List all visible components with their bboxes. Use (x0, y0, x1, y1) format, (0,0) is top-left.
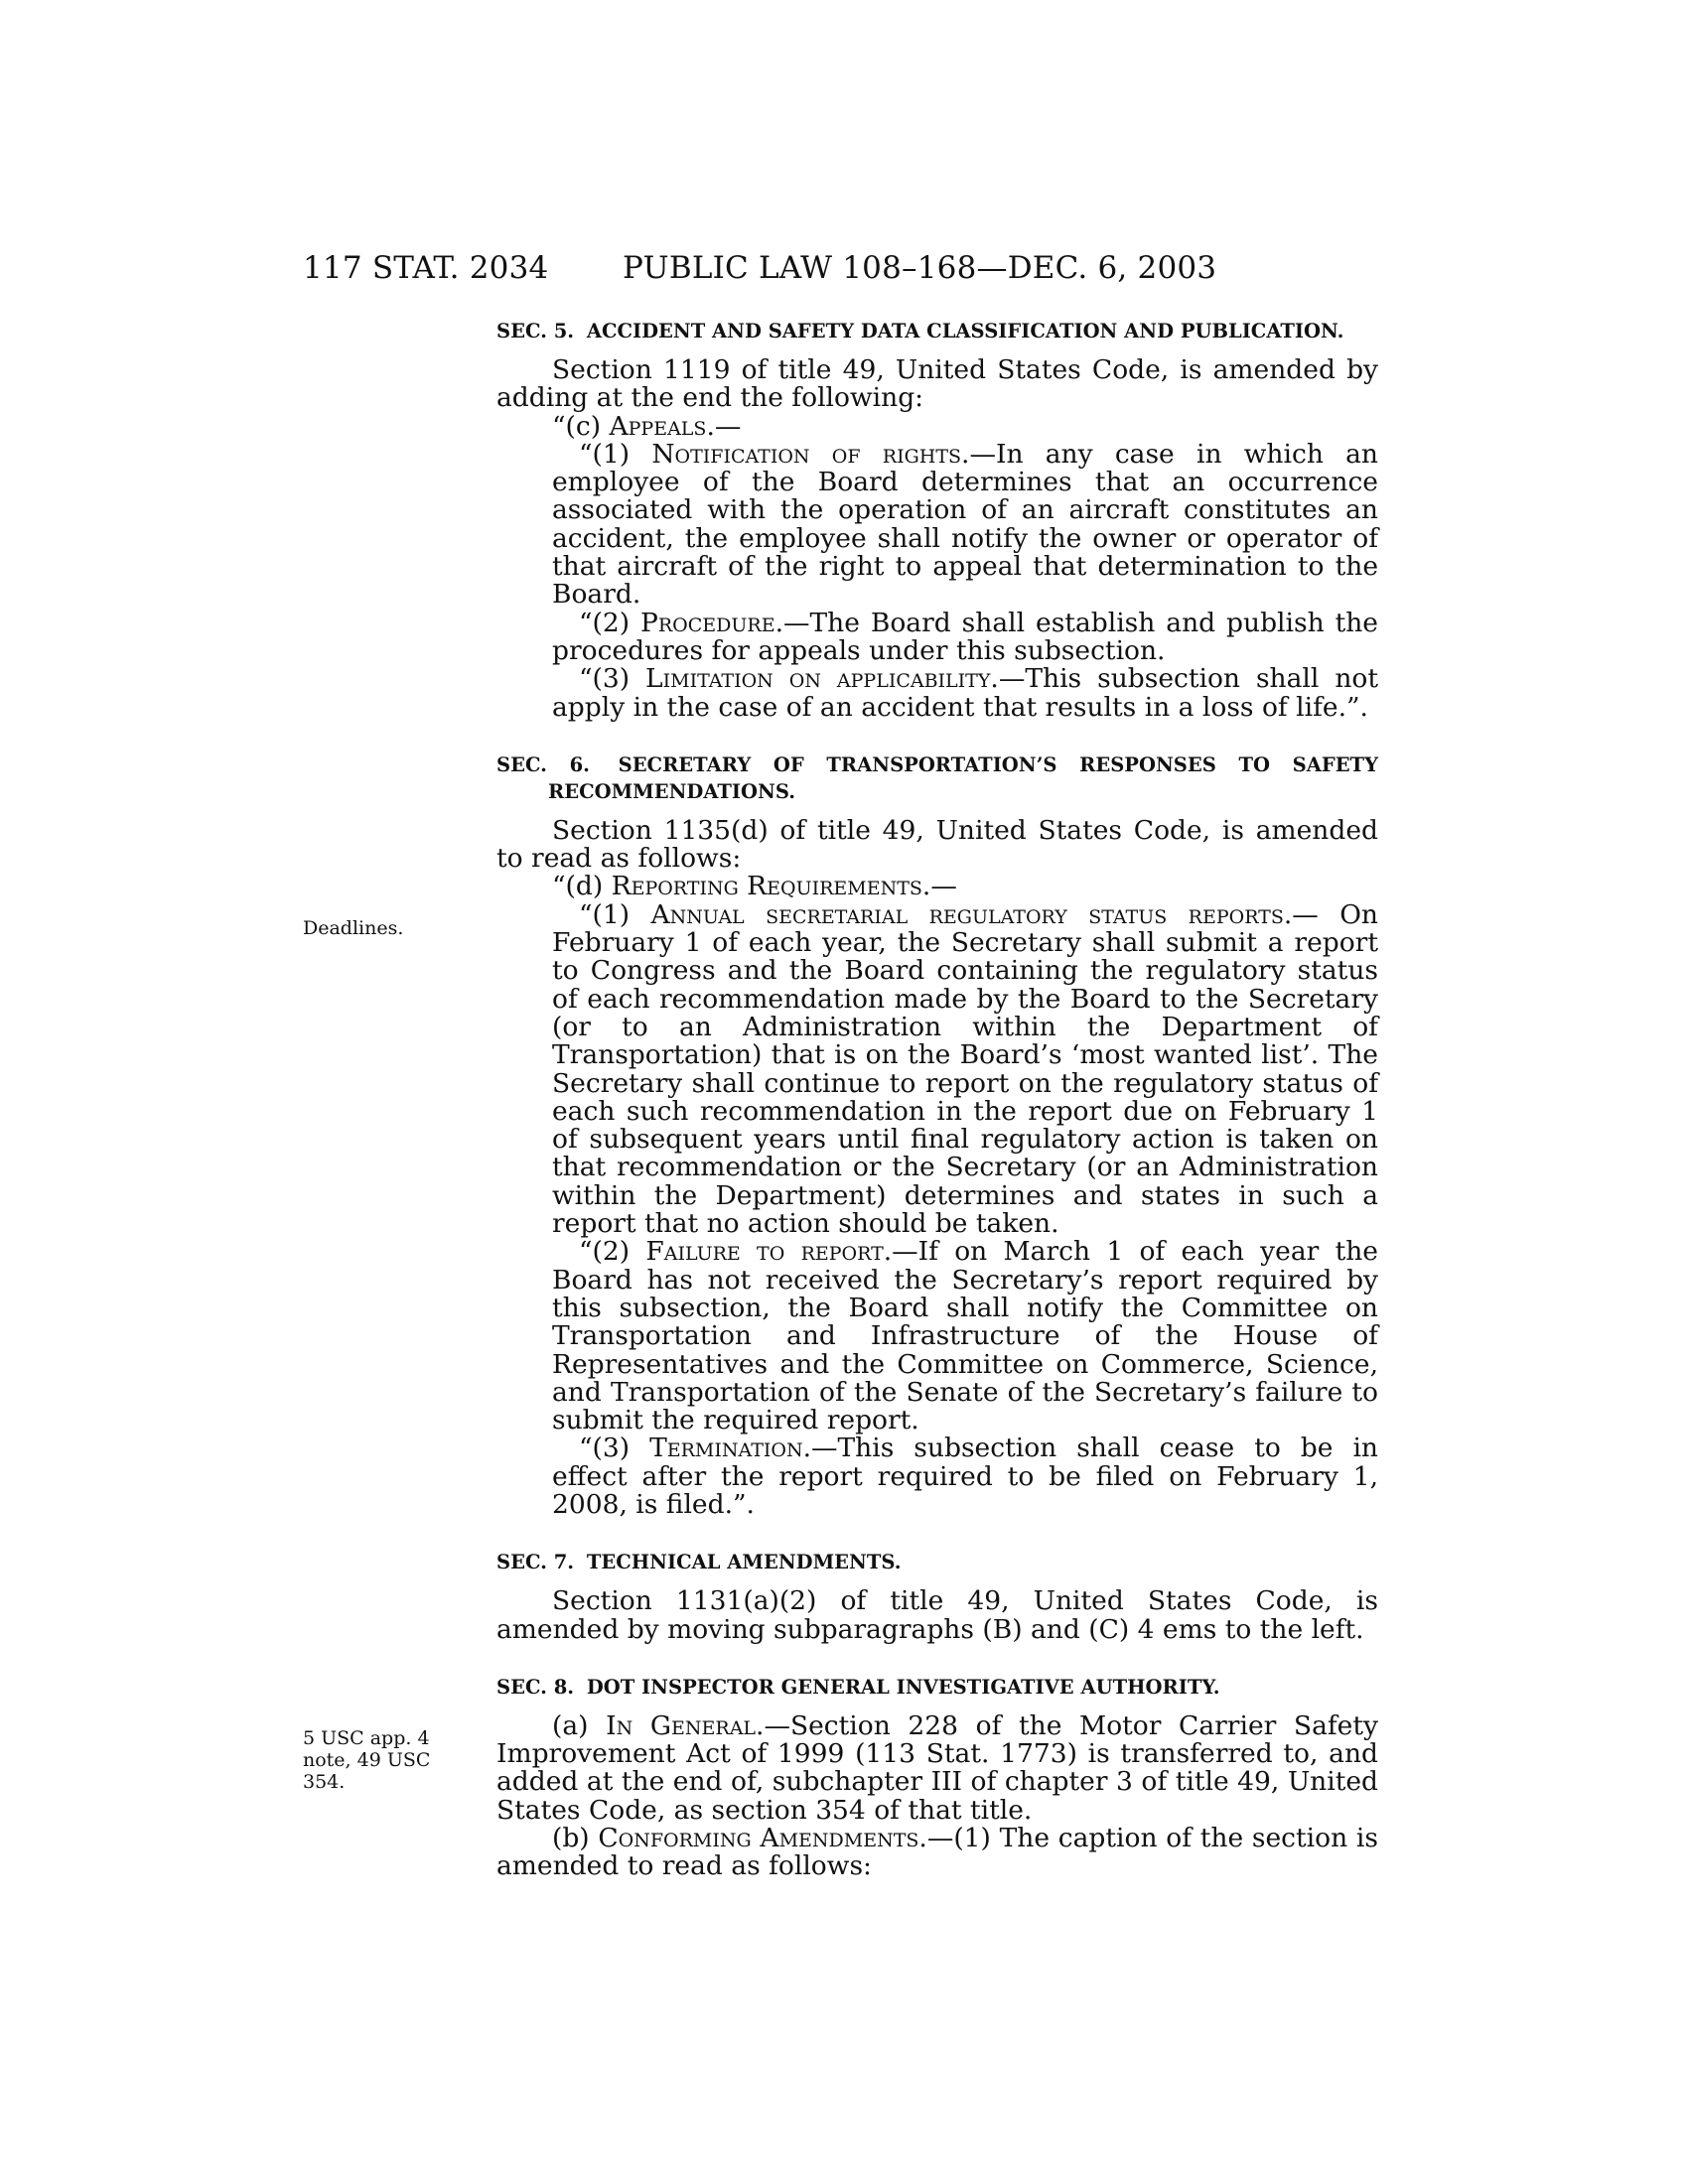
margin-note-deadlines: Deadlines. (303, 917, 404, 939)
paragraph-caption: Annual secretarial regulatory status reports (650, 898, 1284, 930)
margin-note-usc-line: note, 49 USC (303, 1749, 431, 1771)
paragraph-number: “(3) (579, 1433, 650, 1464)
paragraph-text: .—If on March 1 of each year the Board has not received the Secretary’s report required by this subsection, the Board shall notify the Committee on Transportation and Infrastructure of the House of Representatives and the Committee on Commerce, Science, and Transportation of the Senate of the Secretary’s failure to submit the required report. (552, 1236, 1378, 1436)
subsection (496, 1825, 1378, 1881)
subsection-marker: (a) (552, 1709, 607, 1741)
paragraph-text: .—This subsection shall cease to be in effect after the report required to be filed on February 1, 2008, is filed.”. (552, 1433, 1378, 1520)
margin-note-usc-line: 5 USC app. 4 (303, 1727, 430, 1749)
subsection-dash: .— (706, 410, 742, 442)
section-title: SECRETARY OF TRANSPORTATION’S RESPONSES TO SAFETY RECOMMENDATIONS. (548, 752, 1378, 803)
section-7 (496, 1549, 1378, 1644)
statute-page-number: 117 STAT. 2034 (303, 250, 549, 286)
subsection-caption: Appeals (609, 410, 707, 442)
section-6 (496, 751, 1378, 1519)
paragraph (496, 898, 1378, 1240)
section-title: TECHNICAL AMENDMENTS. (586, 1551, 902, 1574)
section-intro: Section 1119 of title 49, United States Code, is amended by adding at the end the following: (496, 354, 1378, 414)
margin-note-usc (303, 1727, 442, 1793)
paragraph-text: .—In any case in which an employee of the Board determines that an occurrence associated with the operation of an aircraft constitutes an accident, the employee shall notify the owner or operator of that aircraft of the right to appeal that determination to the Board. (552, 438, 1378, 611)
section-heading (496, 751, 1378, 805)
paragraph (496, 1238, 1378, 1434)
paragraph-number: “(2) (579, 1236, 646, 1268)
section-intro: Section 1135(d) of title 49, United States Code, is amended to read as follows: (496, 814, 1378, 875)
paragraph (496, 665, 1378, 722)
subsection-marker: (b) (552, 1823, 599, 1854)
subsection-dash: .— (921, 871, 957, 902)
subsection-caption: Conforming Amendments (598, 1823, 919, 1854)
subsection-caption: In General (606, 1709, 757, 1741)
section-heading (496, 1674, 1378, 1701)
subsection-marker: “(d) (552, 871, 612, 902)
section-heading (496, 318, 1378, 344)
section-number: SEC. 5. (496, 320, 575, 342)
margin-note-usc-line: 354. (303, 1771, 346, 1793)
section-8 (496, 1674, 1378, 1881)
subsection-heading (496, 410, 1378, 442)
paragraph-caption: Termination (649, 1433, 803, 1464)
paragraph (496, 607, 1378, 666)
public-law-citation: PUBLIC LAW 108–168—DEC. 6, 2003 (623, 250, 1217, 286)
section-heading (496, 1549, 1378, 1575)
paragraph (496, 438, 1378, 611)
subsection-caption: Reporting Requirements (611, 871, 922, 902)
section-number: SEC. 7. (496, 1551, 575, 1574)
subsection-heading (496, 873, 1378, 900)
paragraph-caption: Limitation on applicability (645, 663, 991, 695)
section-number: SEC. 6. (496, 752, 590, 776)
paragraph-text: .—This subsection shall not apply in the case of an accident that results in a loss of life.”. (552, 663, 1378, 723)
section-text: Section 1131(a)(2) of title 49, United States Code, is amended by moving subparagraphs (B) and (C) 4 ems to the left. (496, 1585, 1378, 1645)
running-header (0, 250, 1688, 290)
paragraph-caption: Procedure (640, 607, 775, 638)
paragraph (496, 1434, 1378, 1519)
section-number: SEC. 8. (496, 1675, 575, 1699)
subsection-text: .—(1) The caption of the section is amended to read as follows: (496, 1823, 1378, 1882)
section-5 (496, 318, 1378, 722)
main-text (496, 318, 1378, 1881)
paragraph-text: .— On February 1 of each year, the Secretary shall submit a report to Congress and the Board containing the regulatory status of each recommendation made by the Board to the Secretary (or to an Administration within the Department of Transportation) that is on the Board’s ‘most wanted list’. The Secretary shall continue to report on the regulatory status of each such recommendation in the report due on February 1 of subsequent years until final regulatory action is taken on that recommendation or the Secretary (or an Administration within the Department) determines and states in such a report that no action should be taken. (552, 898, 1378, 1240)
paragraph-caption: Failure to report (645, 1236, 884, 1268)
subsection-marker: “(c) (552, 410, 610, 442)
paragraph-number: “(3) (579, 663, 646, 695)
subsection-text: .—Section 228 of the Motor Carrier Safety Improvement Act of 1999 (113 Stat. 1773) is transferred to, and added at the end of, subchapter III of chapter 3 of title 49, United States Code, as section 354 of that title. (496, 1709, 1378, 1826)
section-title: DOT INSPECTOR GENERAL INVESTIGATIVE AUTHORITY. (586, 1675, 1220, 1699)
subsection (496, 1709, 1378, 1826)
paragraph-number: “(1) (579, 898, 651, 930)
paragraph-caption: Notification of rights (651, 438, 962, 470)
paragraph-text: .—The Board shall establish and publish the procedures for appeals under this subsection. (552, 607, 1378, 666)
paragraph-number: “(2) (579, 607, 641, 638)
paragraph-number: “(1) (579, 438, 652, 470)
section-title: ACCIDENT AND SAFETY DATA CLASSIFICATION AND PUBLICATION. (586, 320, 1344, 342)
